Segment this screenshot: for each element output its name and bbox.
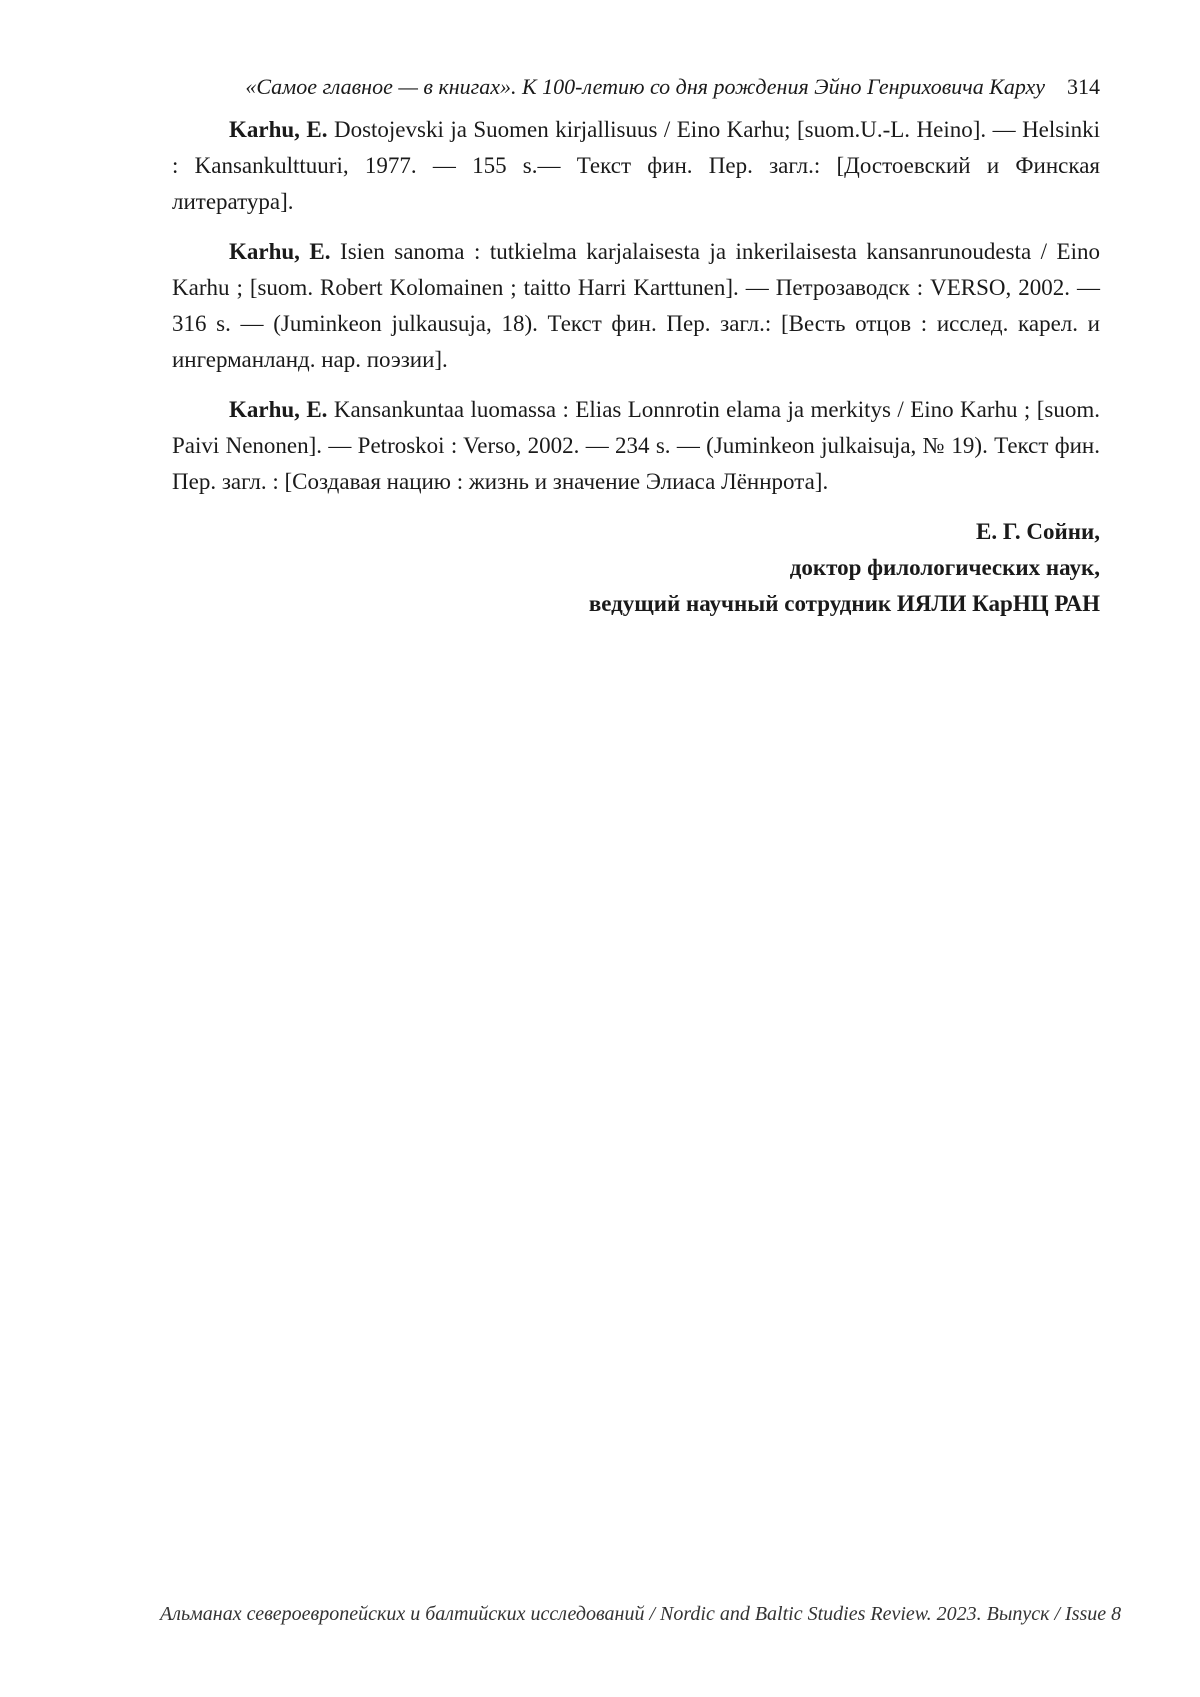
running-header-title: «Самое главное — в книгах». К 100-летию со дня рождения Эйно Генриховича Карху [245,74,1045,99]
entry-author: Karhu, E. [229,239,331,264]
entry-text: Dostojevski ja Suomen kirjallisuus / Eino Karhu; [suom.U.-L. Heino]. — Helsinki : Kansankulttuuri, 1977. — 155 s.— Текст фин. Пер. загл.: [Достоевский и Финская литература]. [172,117,1101,214]
entry-text: Isien sanoma : tutkielma karjalaisesta ja inkerilaisesta kansanrunoudesta / Eino Karhu ; [suom. Robert Kolomainen ; taitto Harri Karttunen]. — Петрозаводск : VERSO, 2002. — 316 s. — (Juminkeon julkausuja, 18). Текст фин. Пер. загл.: [Весть отцов : исслед. карел. и ингерманланд. нар. поэзии]. [172,239,1100,372]
bibliography-entry [172,392,1100,500]
page-number: 314 [1067,74,1100,99]
signature-position: ведущий научный сотрудник ИЯЛИ КарНЦ РАН [588,591,1100,616]
signature-degree: доктор филологических наук, [789,555,1100,580]
entry-text: Kansankuntaa luomassa : Elias Lonnrotin elama ja merkitys / Eino Karhu ; [suom. Paivi Nenonen]. — Petroskoi : Verso, 2002. — 234 s. — (Juminkeon julkaisuja, № 19). Текст фин. Пер. загл. : [Создавая нацию : жизнь и значение Элиаса Лённрота]. [172,397,1100,494]
author-signature [172,514,1100,622]
bibliography-entry [172,234,1100,378]
running-header [172,72,1100,102]
entry-author: Karhu, E. [229,117,328,142]
entry-author: Karhu, E. [229,397,328,422]
page-footer: Альманах североевропейских и балтийских исследований / Nordic and Baltic Studies Review. 2023. Выпуск / Issue 8 [160,1603,1122,1625]
signature-name: Е. Г. Сойни, [976,519,1100,544]
bibliography-entry [172,112,1100,220]
main-content [172,112,1100,622]
